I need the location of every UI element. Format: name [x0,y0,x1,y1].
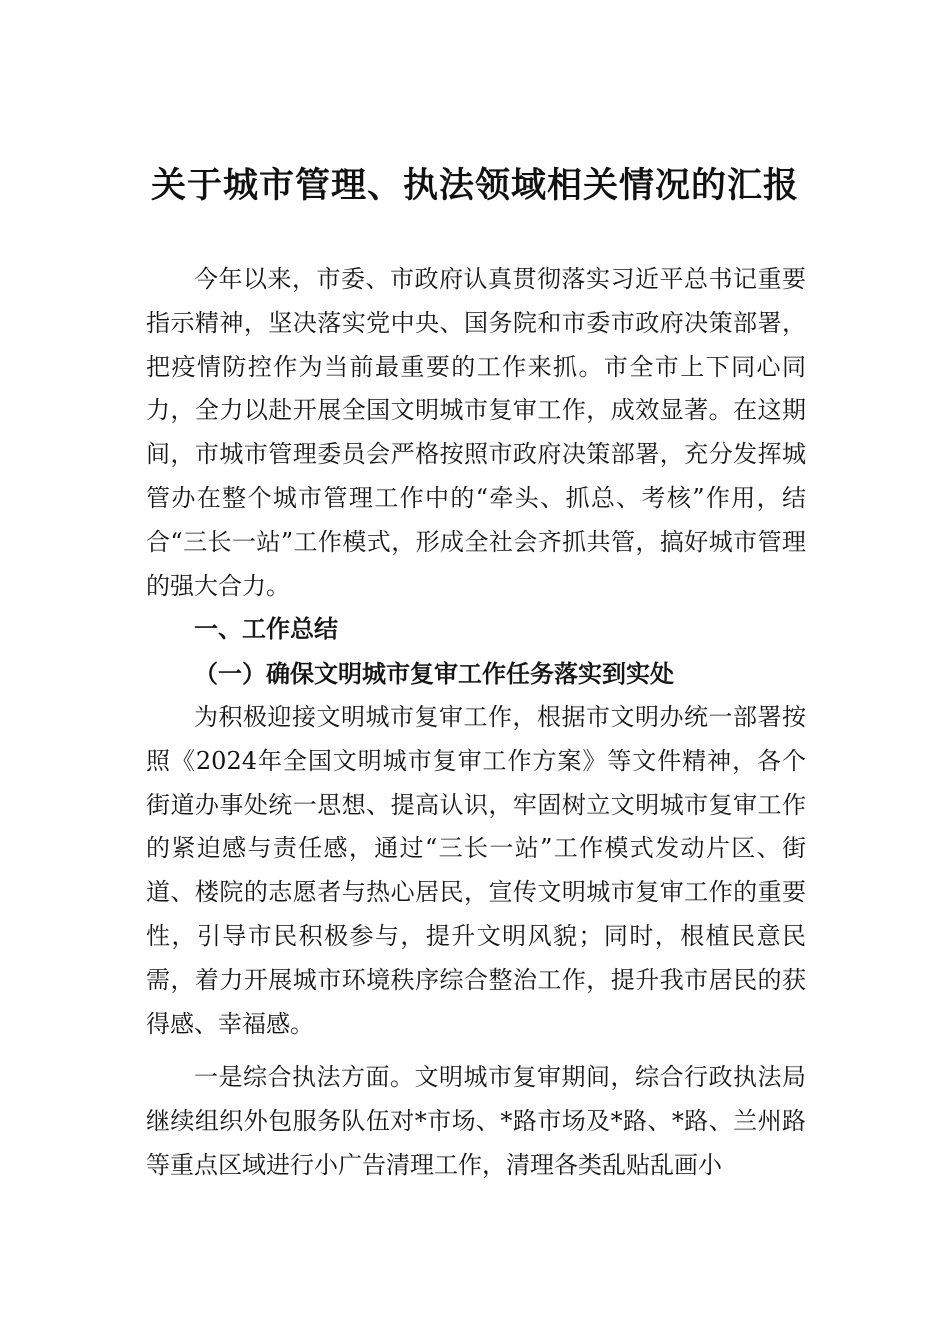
document-body [146,258,806,1188]
subsection-heading-civilized-city: （一）确保文明城市复审工作任务落实到实处 [194,659,674,689]
section-heading-work-summary: 一、工作总结 [194,615,338,644]
paragraph-intro: 今年以来，市委、市政府认真贯彻落实习近平总书记重要指示精神，坚决落实党中央、国务院和市委市政府决策部署，把疫情防控作为当前最重要的工作来抓。市全市上下同心同力，全力以赴开展全国文明城市复审工作，成效显著。在这期间，市城市管理委员会严格按照市政府决策部署，充分发挥城管办在整个城市管理工作中的“牵头、抓总、考核”作用，结合“三长一站”工作模式，形成全社会齐抓共管，搞好城市管理的强大合力。 [146,265,806,600]
paragraph-comprehensive-enforcement: 一是综合执法方面。文明城市复审期间，综合行政执法局继续组织外包服务队伍对*市场、*路市场及*路、*路、兰州路等重点区域进行小广告清理工作，清理各类乱贴乱画小 [146,1063,806,1179]
paragraph-civilized-city-review: 为积极迎接文明城市复审工作，根据市文明办统一部署按照《2024年全国文明城市复审工作方案》等文件精神，各个街道办事处统一思想、提高认识，牢固树立文明城市复审工作的紧迫感与责任感，通过“三长一站”工作模式发动片区、街道、楼院的志愿者与热心居民，宣传文明城市复审工作的重要性，引导市民积极参与，提升文明风貌；同时，根植民意民需，着力开展城市环境秩序综合整治工作，提升我市居民的获得感、幸福感。 [146,702,806,1038]
document-title: 关于城市管理、执法领域相关情况的汇报 [150,165,799,206]
